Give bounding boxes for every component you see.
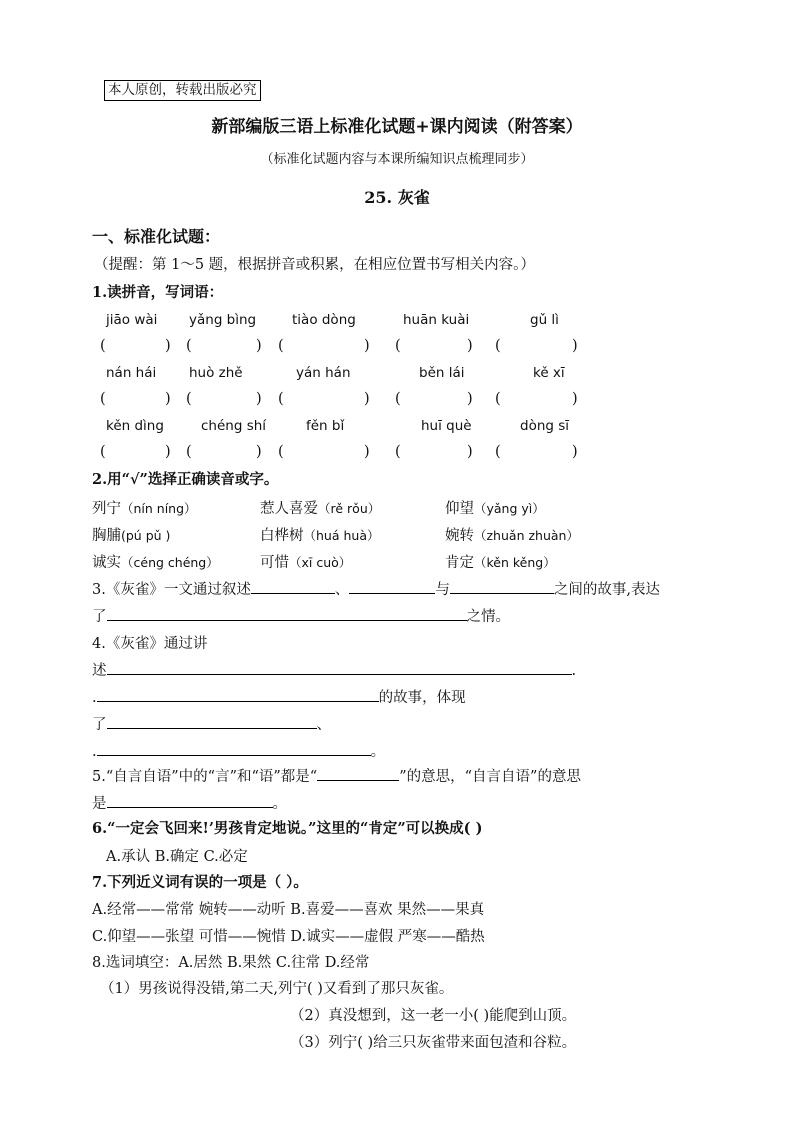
answer-box[interactable]: ( (186, 391, 192, 407)
pinyin: běn lái (419, 365, 465, 381)
answer-box[interactable]: ( (278, 338, 284, 354)
fill-blank[interactable] (97, 686, 379, 702)
fill-blank[interactable] (107, 713, 317, 729)
choice-word: 可惜 (260, 555, 289, 571)
answer-box-end: ) (467, 338, 473, 354)
answer-box-end: ) (572, 338, 578, 354)
question-4-line-1: 4.《灰雀》通过讲 (92, 636, 208, 652)
answer-box[interactable]: ( (186, 444, 192, 460)
q4-text: 、 (316, 717, 331, 733)
pinyin: huān kuài (403, 312, 470, 328)
choice-word: 仰望 (445, 501, 474, 517)
answer-box-end: ) (165, 391, 171, 407)
section-heading: 一、标准化试题： (92, 227, 221, 246)
question-3-line-2 (92, 605, 510, 626)
choice-pinyin: （yǎng yì） (474, 501, 545, 516)
fill-blank[interactable] (251, 578, 335, 594)
answer-box[interactable]: ( (495, 444, 501, 460)
answer-box-end: ) (364, 444, 370, 460)
answer-box[interactable]: ( (100, 338, 106, 354)
fill-blank[interactable] (107, 659, 572, 675)
pinyin: fěn bǐ (306, 418, 345, 434)
pinyin: gǔ lì (530, 312, 559, 328)
fill-blank[interactable] (450, 578, 554, 594)
answer-box-end: ) (165, 338, 171, 354)
question-2-title: 2.用“√”选择正确读音或字。 (92, 471, 279, 488)
question-4-line-2 (92, 659, 576, 680)
fill-blank[interactable] (97, 740, 371, 756)
q5-text: 5.“自言自语”中的“言”和“语”都是“ (92, 769, 318, 785)
answer-box-end: ) (572, 444, 578, 460)
choice-item[interactable] (92, 497, 197, 518)
fill-blank[interactable] (107, 605, 467, 621)
choice-word: 肯定 (445, 555, 474, 571)
answer-box[interactable]: ( (395, 338, 401, 354)
choice-item[interactable] (445, 497, 545, 518)
q4-text: 了 (92, 717, 107, 733)
choice-pinyin: （xī cuò） (289, 555, 352, 570)
q5-text: ”的意思，“自言自语”的意思 (399, 769, 581, 785)
q3-sep: 、 (334, 582, 350, 598)
pinyin: jiāo wài (106, 312, 158, 328)
q3-text: 与 (435, 582, 450, 598)
fill-blank[interactable] (317, 765, 399, 781)
answer-box[interactable]: ( (278, 444, 284, 460)
pinyin: chéng shí (201, 418, 267, 434)
answer-box-end: ) (572, 391, 578, 407)
choice-item[interactable] (92, 524, 170, 545)
q3-text: 之情。 (466, 609, 510, 625)
question-7-options-1[interactable]: A.经常——常常 婉转——动听 B.喜爱——喜欢 果然——果真 (92, 902, 485, 918)
choice-item[interactable] (260, 497, 380, 518)
question-4-line-5 (92, 740, 385, 761)
answer-box[interactable]: ( (495, 338, 501, 354)
answer-box-end: ) (364, 391, 370, 407)
q4-text: . (92, 690, 97, 706)
choice-item[interactable] (260, 551, 351, 572)
pinyin: huò zhě (189, 365, 243, 381)
pinyin: dòng sī (520, 418, 570, 434)
question-8-sentence-1[interactable]: （1）男孩说得没错,第二天,列宁( )又看到了那只灰雀。 (100, 981, 454, 997)
q3-text: 3.《灰雀》一文通过叙述 (92, 582, 251, 598)
answer-box-end: ) (364, 338, 370, 354)
q4-text: . (92, 744, 97, 760)
question-7-stem: 7.下列近义词有误的一项是（ ）。 (92, 874, 308, 891)
pinyin: huī què (421, 418, 472, 434)
answer-box[interactable]: ( (100, 391, 106, 407)
choice-word: 惹人喜爱 (260, 501, 318, 517)
answer-box-end: ) (467, 391, 473, 407)
pinyin: kěn dìng (106, 418, 164, 434)
choice-word: 诚实 (92, 555, 121, 571)
choice-pinyin: (pú pǔ ) (121, 528, 171, 543)
pinyin: nán hái (106, 365, 157, 381)
answer-box-end: ) (467, 444, 473, 460)
q4-text: 的故事，体现 (378, 690, 466, 706)
answer-box[interactable]: ( (395, 444, 401, 460)
document-title: 新部编版三语上标准化试题+课内阅读（附答案） (211, 117, 583, 137)
choice-pinyin: （nín níng） (121, 501, 197, 516)
choice-pinyin: （rě rǒu） (318, 501, 381, 516)
choice-pinyin: （zhuǎn zhuàn） (474, 528, 579, 543)
copyright-stamp: 本人原创，转载出版必究 (104, 80, 261, 101)
pinyin: yǎng bìng (189, 312, 257, 328)
answer-box-end: ) (256, 444, 262, 460)
answer-box[interactable]: ( (395, 391, 401, 407)
document-subtitle: （标准化试题内容与本课所编知识点梳理同步） (260, 152, 534, 167)
question-8-stem: 8.选词填空：A.居然 B.果然 C.往常 D.经常 (92, 955, 370, 971)
choice-word: 胸脯 (92, 528, 121, 544)
question-4-line-4 (92, 713, 331, 734)
lesson-title: 25. 灰雀 (364, 188, 430, 207)
q4-text: 。 (370, 744, 386, 760)
answer-box-end: ) (256, 338, 262, 354)
choice-item[interactable] (445, 524, 579, 545)
question-8-sentence-2[interactable]: （2）真没想到，这一老一小( )能爬到山顶。 (290, 1008, 577, 1024)
fill-blank[interactable] (107, 792, 273, 808)
question-6-stem: 6.“一定会飞回来!’男孩肯定地说。”这里的“肯定”可以换成( ) (92, 820, 483, 837)
choice-pinyin: （huá huà） (303, 528, 380, 543)
pinyin: tiào dòng (292, 312, 356, 328)
q4-text: 述 (92, 663, 107, 679)
q3-text: 了 (92, 609, 107, 625)
q4-text: . (571, 663, 577, 679)
answer-box-end: ) (256, 391, 262, 407)
answer-box[interactable]: ( (100, 444, 106, 460)
choice-word: 列宁 (92, 501, 121, 517)
pinyin: yán hán (296, 365, 351, 381)
choice-item[interactable] (92, 551, 219, 572)
question-3-line-1 (92, 578, 660, 599)
choice-word: 白桦树 (260, 528, 304, 544)
choice-pinyin: （céng chéng） (121, 555, 219, 570)
question-7-options-2[interactable]: C.仰望——张望 可惜——惋惜 D.诚实——虚假 严寒——酷热 (92, 929, 485, 945)
fill-blank[interactable] (349, 578, 435, 594)
choice-item[interactable] (260, 524, 379, 545)
question-6-options[interactable]: A.承认 B.确定 C.必定 (106, 849, 248, 865)
question-4-line-3 (92, 686, 466, 707)
choice-item[interactable] (445, 551, 556, 572)
choice-word: 婉转 (445, 528, 474, 544)
choice-pinyin: （kěn kěng） (474, 555, 556, 570)
question-1-title: 1.读拼音，写词语： (92, 284, 224, 301)
question-5-line-1 (92, 765, 581, 786)
reminder-text: （提醒：第 1～5 题，根据拼音或积累，在相应位置书写相关内容。） (94, 257, 535, 273)
q3-text: 之间的故事,表达 (553, 582, 660, 598)
q5-text: 。 (272, 796, 287, 812)
question-5-line-2 (92, 792, 287, 813)
answer-box[interactable]: ( (186, 338, 192, 354)
q5-text: 是 (92, 796, 107, 812)
question-8-sentence-3[interactable]: （3）列宁( )给三只灰雀带来面包渣和谷粒。 (290, 1035, 577, 1051)
answer-box-end: ) (165, 444, 171, 460)
answer-box[interactable]: ( (495, 391, 501, 407)
pinyin: kě xī (533, 365, 565, 381)
answer-box[interactable]: ( (278, 391, 284, 407)
